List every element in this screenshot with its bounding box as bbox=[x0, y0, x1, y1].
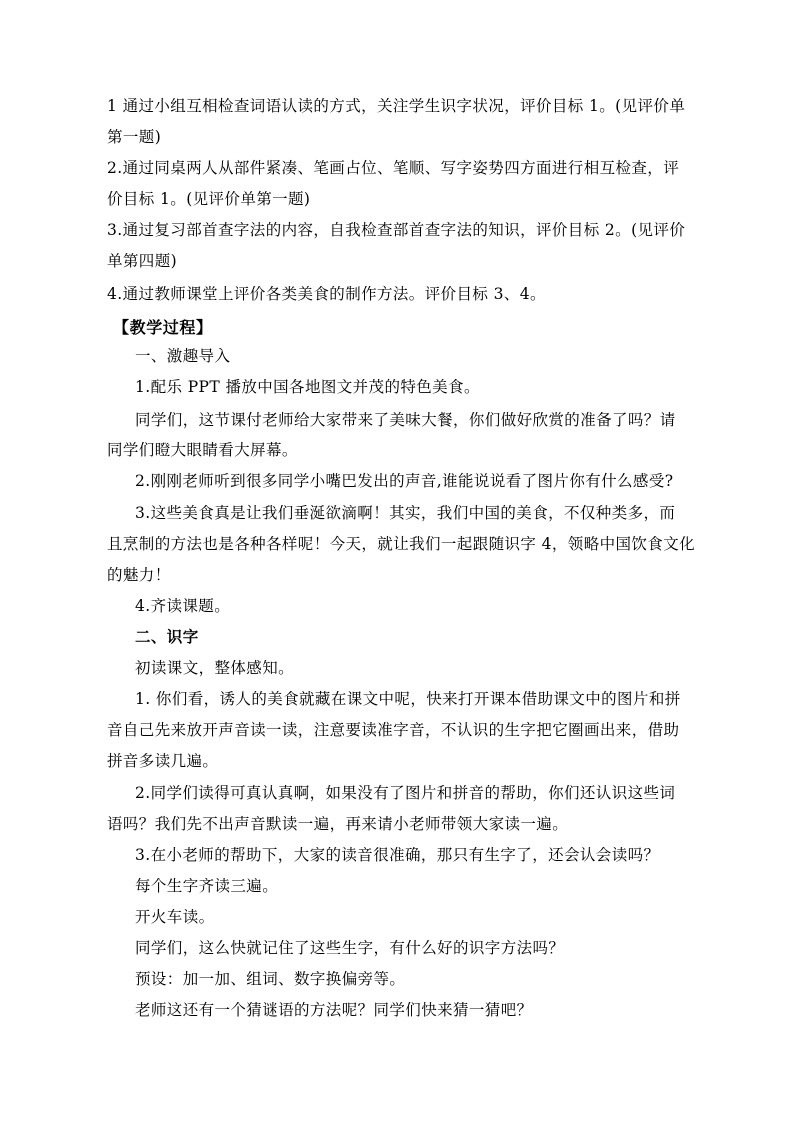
evaluation-line-4: 价目标 1。(见评价单第一题) bbox=[107, 190, 311, 208]
section2-line-3: 音自己先来放开声音读一读，注意要读准字音，不认识的生字把它圈画出来，借助 bbox=[107, 721, 680, 739]
section2-line-1: 初读课文，整体感知。 bbox=[135, 659, 295, 677]
evaluation-line-5: 3.通过复习部首查字法的内容，自我检查部首查字法的知识，评价目标 2。(见评价 bbox=[107, 221, 686, 239]
section2-line-6: 语吗？我们先不出声音默读一遍，再来请小老师带领大家读一遍。 bbox=[107, 815, 569, 833]
section1-line-6: 且烹制的方法也是各种各样呢！今天，就让我们一起跟随识字 4，领略中国饮食文化 bbox=[107, 535, 695, 553]
section2-line-11: 预设：加一加、组词、数字换偏旁等。 bbox=[135, 970, 406, 988]
section1-line-1: 1.配乐 PPT 播放中国各地图文并茂的特色美食。 bbox=[135, 378, 480, 396]
section1-line-8: 4.齐读课题。 bbox=[135, 597, 231, 615]
section2-line-5: 2.同学们读得可真认真啊，如果没有了图片和拼音的帮助，你们还认识这些词 bbox=[135, 784, 676, 802]
evaluation-line-6: 单第四题) bbox=[107, 252, 178, 270]
section2-line-10: 同学们，这么快就记住了这些生字，有什么好的识字方法吗？ bbox=[135, 939, 565, 957]
evaluation-line-1: 1 通过小组互相检查词语认读的方式，关注学生识字状况，评价目标 1。(见评价单 bbox=[107, 97, 686, 115]
section2-line-12: 老师这还有一个猜谜语的方法呢？同学们快来猜一猜吧？ bbox=[135, 1001, 533, 1019]
section1-line-5: 3.这些美食真是让我们垂涎欲滴啊！其实，我们中国的美食，不仅种类多，而 bbox=[135, 504, 676, 522]
section2-line-9: 开火车读。 bbox=[135, 908, 215, 926]
process-heading: 【教学过程】 bbox=[113, 318, 213, 337]
evaluation-line-3: 2.通过同桌两人从部件紧凑、笔画占位、笔顺、写字姿势四方面进行相互检查，评 bbox=[107, 159, 680, 177]
section2-line-4: 拼音多读几遍。 bbox=[107, 752, 219, 770]
section2-line-8: 每个生字齐读三遍。 bbox=[135, 877, 279, 895]
evaluation-line-2: 第一题) bbox=[107, 128, 162, 146]
section1-line-7: 的魅力！ bbox=[107, 566, 171, 584]
section2-line-7: 3.在小老师的帮助下，大家的读音很准确，那只有生字了，还会认会读吗？ bbox=[135, 846, 660, 864]
section2-title: 二、识字 bbox=[135, 628, 199, 646]
section1-line-3: 同学们瞪大眼睛看大屏幕。 bbox=[107, 441, 298, 459]
evaluation-line-7: 4.通过教师课堂上评价各类美食的制作方法。评价目标 3、4。 bbox=[107, 285, 546, 303]
section1-title: 一、激趣导入 bbox=[135, 347, 231, 365]
section1-line-2: 同学们，这节课付老师给大家带来了美味大餐，你们做好欣赏的准备了吗？请 bbox=[135, 411, 676, 429]
section2-line-2: 1. 你们看，诱人的美食就藏在课文中呢，快来打开课本借助课文中的图片和拼 bbox=[135, 690, 681, 708]
section1-line-4: 2.刚刚老师听到很多同学小嘴巴发出的声音,谁能说说看了图片你有什么感受? bbox=[135, 472, 674, 490]
